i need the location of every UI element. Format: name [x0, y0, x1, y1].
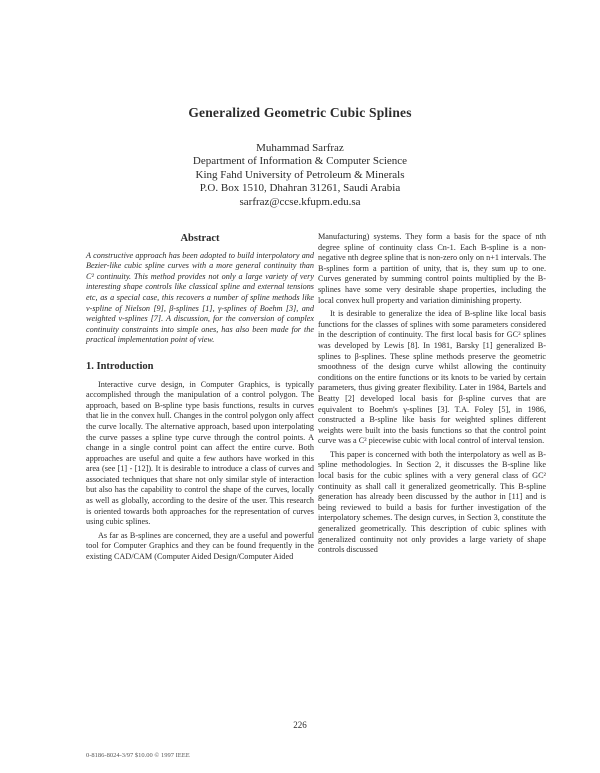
right-column	[318, 232, 546, 559]
author-address: P.O. Box 1510, Dhahran 31261, Saudi Arabia	[199, 182, 401, 195]
abstract-text: A constructive approach has been adopted to build interpolatory and Bezier-like cubic spline curves with a more general continuity than C² continuity. This method provides not only a large variety of very interesting shape controls like classical spline and external tensions etc, as a special case, this recovers a number of spline methods like v-spline of Nielson [9], β-splines [1], γ-splines of Boehm [3], and weighted v-splines [7]. A discussion, for the conversion of complex continuity constraints into simple ones, has also been made for the practical implementation point of view.	[86, 250, 314, 345]
introduction-heading: 1. Introduction	[86, 360, 154, 372]
body-paragraph: This paper is concerned with both the interpolatory as well as B-spline methodologies. In Section 2, it discusses the B-spline like local basis for the cubic splines with a very general class of GC² continuity as shall call it generalized geometrically. This B-spline generation has already been discussed by the author in [11] and is being reviewed to build a basis for further investigation of the interpolatory schemes. The design curves, in Section 3, constitute the generalized geometrically. This description of cubic splines with generalized continuity not only provides a large variety of shape controls discussed	[318, 449, 546, 555]
author-email: sarfraz@ccse.kfupm.edu.sa	[239, 195, 361, 208]
intro-paragraph: As far as B-splines are concerned, they are a useful and powerful tool for Computer Graphics and they can be found frequently in the existing CAD/CAM (Computer Aided Design/Computer Aided	[86, 530, 314, 562]
author-department: Department of Information & Computer Science	[192, 155, 408, 168]
author-name: Muhammad Sarfraz	[256, 142, 344, 154]
left-column	[86, 232, 314, 566]
body-paragraph: Manufacturing) systems. They form a basis for the space of nth degree spline of continuity class Cn-1. Each B-spline is a non-negative nth degree spline that is non-zero only on n+1 intervals. The B-splines form a partition of unity, that is, they sum up to one. Curves generated by summing control points multiplied by the B-splines have some very desirable shape properties, including the local convex hull property and variation diminishing property.	[318, 232, 546, 305]
page-number: 226	[293, 720, 307, 730]
author-block	[0, 142, 600, 209]
intro-paragraph: Interactive curve design, in Computer Graphics, is typically accomplished through the manipulation of a control polygon. The approach, based on B-spline type basis functions, results in curves that lie in the convex hull. Changes in the control polygon only affect the curve locally. The alternative approach, based upon interpolating the curve passes a spline type curve through the control points. A change in a single control point can affect the entire curve. Both approaches are useful and quite a few authors have worked in this area (see [1] - [12]). It is desirable to introduce a class of curves and associated techniques that share not only similar style of interaction but also has the capability to control the shape of the curves, locally as well as globally, according to the desire of the user. This research is oriented towards both approaches for the representation of curves using cubic splines.	[86, 379, 314, 527]
copyright-footer: 0-8186-8024-3/97 $10.00 © 1997 IEEE	[86, 752, 190, 759]
abstract-heading: Abstract	[180, 233, 220, 244]
paper-title: Generalized Geometric Cubic Splines	[188, 105, 412, 120]
body-paragraph: It is desirable to generalize the idea of B-spline like local basis functions for the classes of splines with some parameters considered in the description of continuity. The first local basis for GC² splines was developed by Lewis [8]. In 1981, Barsky [1] generalized B-splines to β-splines. These spline methods preserve the geometric smoothness of the design curve whilst allowing the continuity conditions on the entire functions or its knots to be varied by certain parameters, thus giving greater flexibility. Later in 1984, Bartels and Beatty [2] developed local basis for β-spline curves that are equivalent to Boehm's γ-splines [3]. T.A. Foley [5], in 1986, constructed a B-spline like basis for weighted splines different weights were built into the basis functions so that the control point curve was a C² piecewise cubic with local control of interval tension.	[318, 309, 546, 446]
author-university: King Fahd University of Petroleum & Minerals	[195, 168, 405, 181]
